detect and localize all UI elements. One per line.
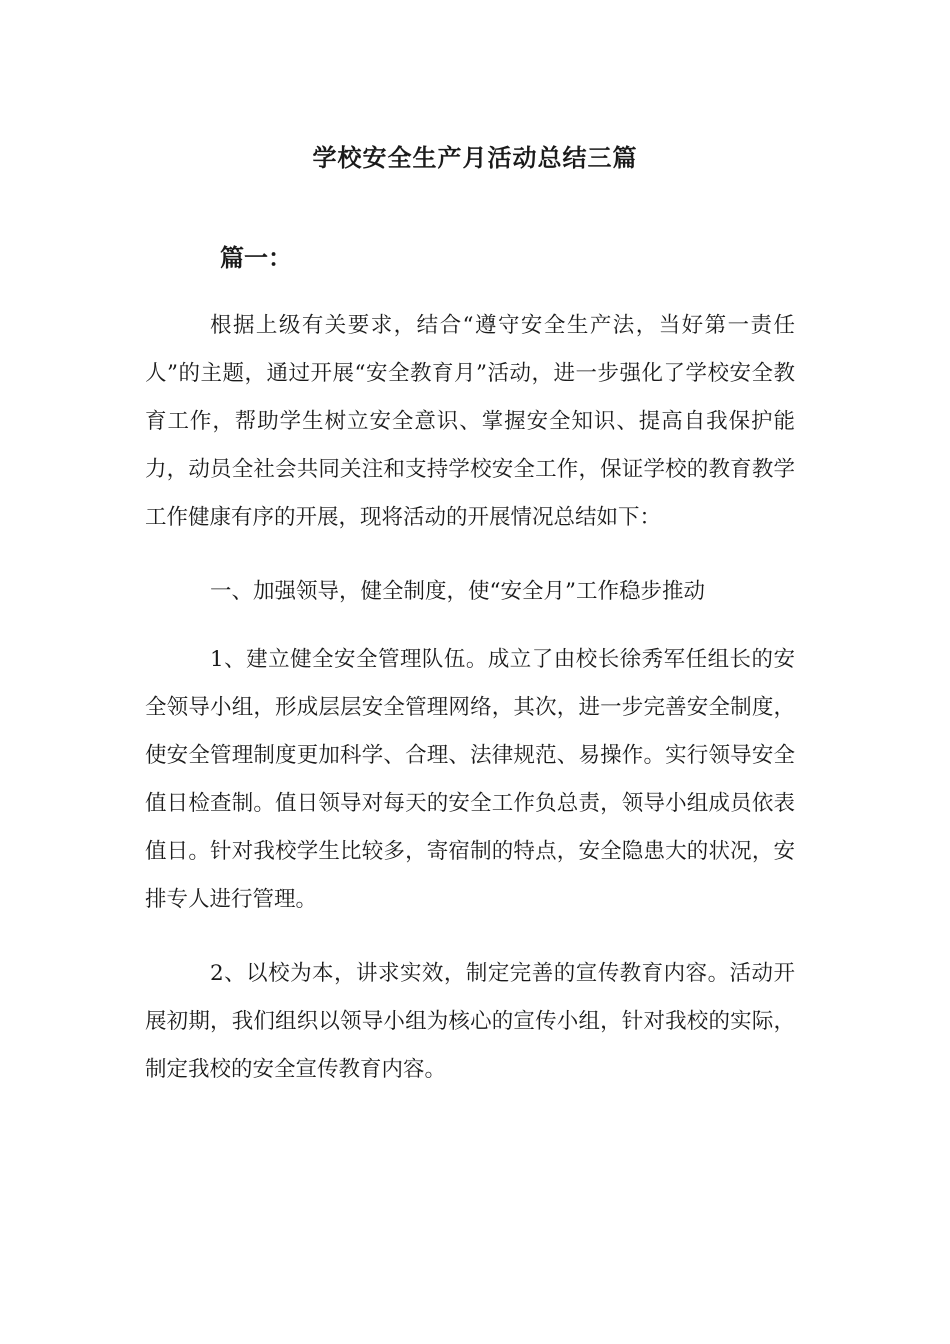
paragraph-item-2: 2、以校为本，讲求实效，制定完善的宣传教育内容。活动开展初期，我们组织以领导小组为核心的宣传小组，针对我校的实际，制定我校的安全宣传教育内容。: [145, 961, 795, 1082]
paragraph-subheading: 一、加强领导，健全制度，使“安全月”工作稳步推动: [210, 579, 705, 604]
document-title: 学校安全生产月活动总结三篇: [312, 144, 638, 172]
section-heading: 篇一：: [220, 244, 292, 272]
paragraph-intro: 根据上级有关要求，结合“遵守安全生产法，当好第一责任人”的主题，通过开展“安全教育月”活动，进一步强化了学校安全教育工作，帮助学生树立安全意识、掌握安全知识、提高自我保护能力，动员全社会共同关注和支持学校安全工作，保证学校的教育教学工作健康有序的开展，现将活动的开展情况总结如下：: [145, 313, 795, 530]
paragraph-item-1: 1、建立健全安全管理队伍。成立了由校长徐秀军任组长的安全领导小组，形成层层安全管理网络，其次，进一步完善安全制度，使安全管理制度更加科学、合理、法律规范、易操作。实行领导安全值日检查制。值日领导对每天的安全工作负总责，领导小组成员依表值日。针对我校学生比较多，寄宿制的特点，安全隐患大的状况，安排专人进行管理。: [145, 647, 795, 912]
